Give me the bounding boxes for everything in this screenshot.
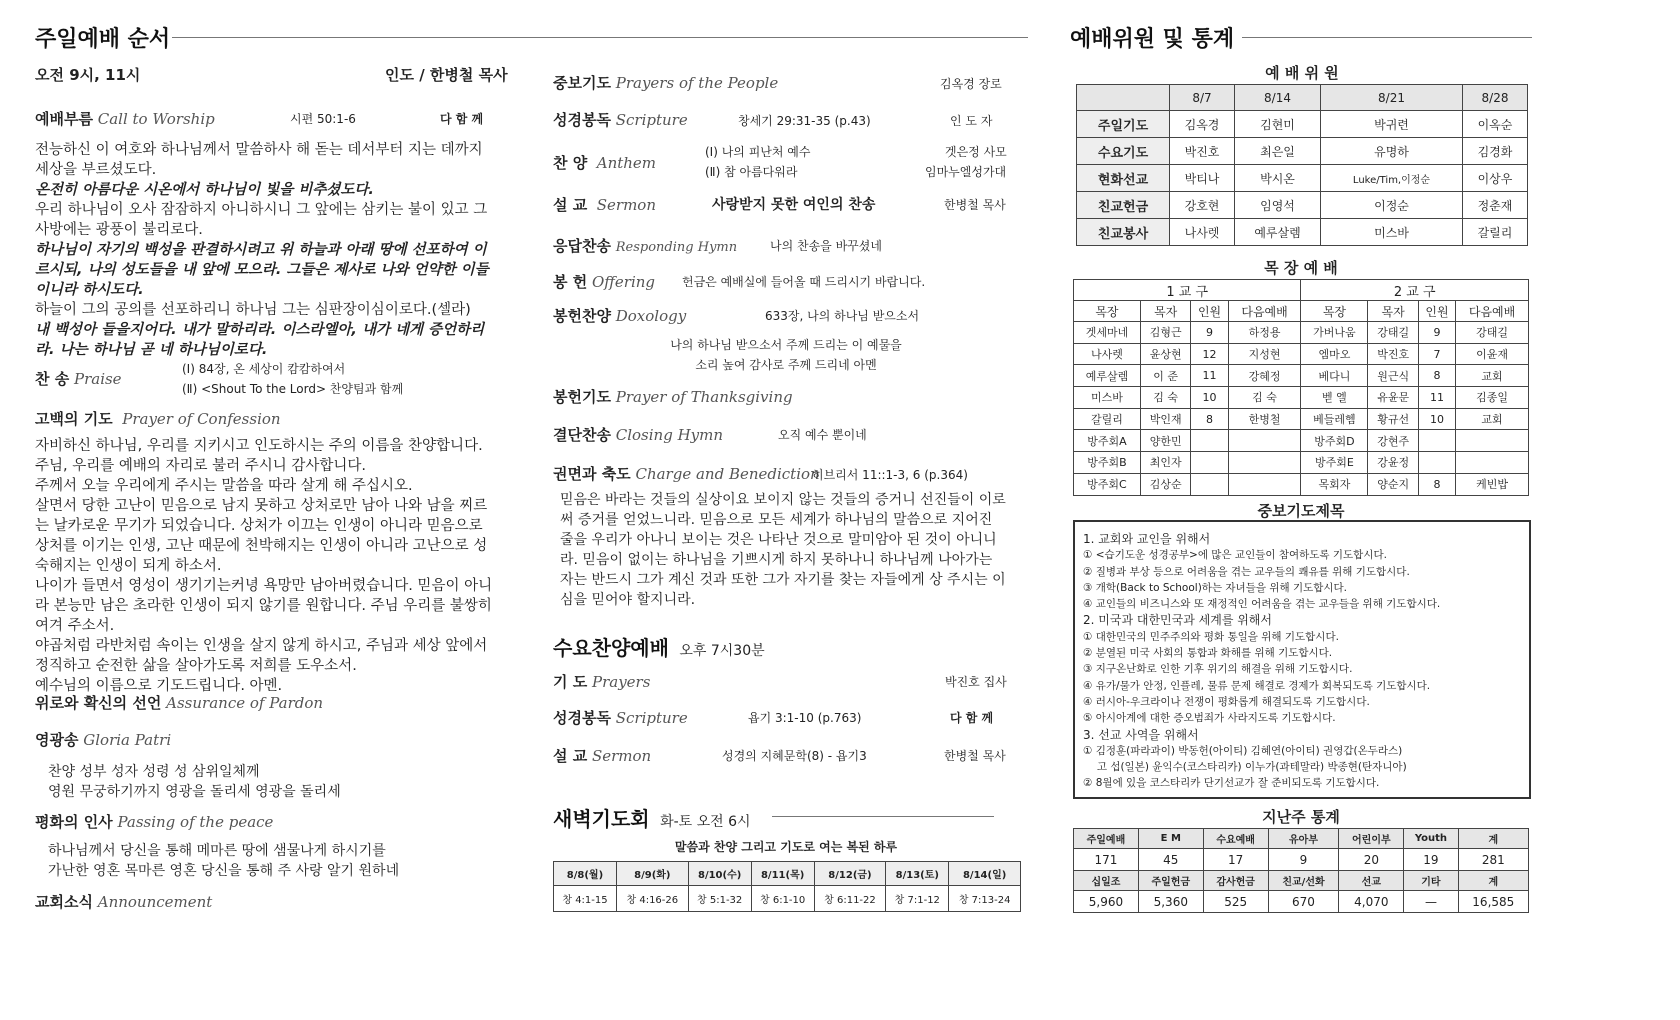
pastoral-header: 인원	[1418, 301, 1455, 322]
confession-line: 주님, 우리를 예배의 자리로 불러 주시니 감사합니다.	[35, 458, 367, 474]
pastoral-row	[1074, 343, 1529, 365]
offering: 봉 헌 Offering	[553, 273, 656, 291]
committee-cell: 김경화	[1462, 138, 1527, 165]
prayer-line: ③ 지구온난화로 인한 기후 위기의 해결을 위해 기도합시다.	[1083, 663, 1353, 676]
confession-line: 주께서 오늘 우리에게 주시는 말씀을 따라 살게 해 주십시오.	[35, 478, 413, 494]
assurance: 위로와 확신의 선언 Assurance of Pardon	[35, 694, 324, 712]
pastoral-cell: 베다니	[1301, 365, 1368, 387]
benediction-ref: 히브리서 11::1-3, 6 (p.364)	[812, 468, 968, 482]
prayer-line: 3. 선교 사역을 위해서	[1083, 727, 1199, 742]
sermon-title: 사랑받지 못한 여인의 찬송	[712, 197, 876, 213]
prayer-line: ③ 개학(Back to School)하는 자녀들을 위해 기도합시다.	[1083, 581, 1348, 594]
pastoral-cell: 7	[1418, 343, 1455, 365]
dawn-ref: 창 7:13-24	[949, 886, 1021, 912]
pastoral-header: 목장	[1074, 301, 1141, 322]
pastoral-cell: 하정용	[1228, 322, 1301, 344]
committee-cell: 이정순	[1321, 192, 1463, 219]
right-rule	[1242, 37, 1532, 38]
stats-value: 45	[1138, 849, 1203, 871]
stats-header: 수요예배	[1203, 829, 1268, 849]
pastoral-cell: 최인자	[1140, 452, 1191, 474]
dawn-ref: 창 5:1-32	[688, 886, 751, 912]
stats-header: 선교	[1339, 871, 1404, 891]
peace: 평화의 인사 Passing of the peace	[35, 813, 274, 831]
stats-header: E M	[1138, 829, 1203, 849]
wed-sermon-title: 성경의 지혜문학(8) - 욥기3	[722, 749, 867, 763]
pastoral-header: 다음예배	[1228, 301, 1301, 322]
pastoral-row	[1074, 322, 1529, 344]
stats-value: 525	[1203, 891, 1268, 913]
stats-value: 19	[1404, 849, 1458, 871]
wed-scripture: 성경봉독 Scripture	[553, 709, 688, 727]
gloria: 영광송 Gloria Patri	[35, 731, 172, 749]
committee-corner	[1077, 85, 1170, 111]
pastoral-cell: 가버나움	[1301, 322, 1368, 344]
committee-date: 8/7	[1170, 85, 1235, 111]
stats-value: 670	[1268, 891, 1339, 913]
stats-value: 171	[1074, 849, 1139, 871]
right-title: 예배위원 및 통계	[1070, 27, 1235, 52]
committee-cell: Luke/Tim,이정순	[1321, 165, 1463, 192]
confession-line: 야곱처럼 라반처럼 속이는 인생을 살지 않게 하시고, 주님과 세상 앞에서 정직하고 순전한 삶을 살아가도록 저희를 도우소서.	[35, 638, 488, 674]
pastoral-cell: 김상순	[1140, 473, 1191, 495]
group-1: 1 교 구	[1074, 280, 1301, 301]
wed-sermon: 설 교 Sermon	[553, 747, 652, 765]
confession: 고백의 기도 Prayer of Confession	[35, 410, 281, 428]
pastoral-cell: 겟세마네	[1074, 322, 1141, 344]
scripture-who: 인 도 자	[950, 114, 993, 128]
prayer-line: ④ 유가/물가 안정, 인플레, 물류 문제 해결로 경제가 회복되도록 기도합시다.	[1083, 679, 1431, 692]
anthem-w2: 임마누엘성가대	[925, 165, 1007, 179]
praise-1: (Ⅰ) 84장, 온 세상이 캄캄하여서	[182, 362, 346, 376]
committee-date: 8/28	[1462, 85, 1527, 111]
dawn-table	[553, 861, 1021, 912]
committee-cell: 김현미	[1235, 111, 1321, 138]
stats-value: 20	[1339, 849, 1404, 871]
stats-value: 5,960	[1074, 891, 1139, 913]
pastoral-row	[1074, 387, 1529, 409]
prayer-line: ⑤ 아시아계에 대한 증오범죄가 사라지도록 기도합시다.	[1083, 712, 1336, 725]
pastoral-cell	[1191, 430, 1228, 452]
dawn-day: 8/10(수)	[688, 862, 751, 886]
closing-hymn: 결단찬송 Closing Hymn	[553, 426, 724, 444]
pastoral-cell: 양순지	[1368, 473, 1419, 495]
stats-header: 어린이부	[1339, 829, 1404, 849]
wed-title: 수요찬양예배 오후 7시30분	[553, 636, 765, 660]
committee-cell: 이상우	[1462, 165, 1527, 192]
pastoral-cell: 방주회A	[1074, 430, 1141, 452]
dawn-day: 8/14(일)	[949, 862, 1021, 886]
pastoral-cell: 9	[1191, 322, 1228, 344]
committee-role: 주일기도	[1077, 111, 1170, 138]
pastoral-cell: 지성현	[1228, 343, 1301, 365]
prayer-topics-box	[1073, 520, 1531, 799]
dawn-ref: 창 4:1-15	[554, 886, 617, 912]
sermon-who: 한병철 목사	[944, 198, 1006, 212]
pastoral-header: 다음예배	[1456, 301, 1529, 322]
stats-header: 기타	[1404, 871, 1458, 891]
committee-cell: 이옥순	[1462, 111, 1527, 138]
committee-role: 친교봉사	[1077, 219, 1170, 246]
pastoral-cell: 강현주	[1368, 430, 1419, 452]
prayer-line: ④ 러시아-우크라이나 전쟁이 평화롭게 해결되도록 기도합시다.	[1083, 695, 1370, 708]
call-line: 하나님이 자기의 백성을 판결하시려고 위 하늘과 아래 땅에 선포하여 이르시되, 나의 성도들을 내 앞에 모으라. 그들은 제사로 나와 언약한 이들이니라 하시도다.	[35, 242, 489, 298]
pastoral-cell: 강태길	[1368, 322, 1419, 344]
committee-cell: 박귀련	[1321, 111, 1463, 138]
pastoral-cell: 박인재	[1140, 408, 1191, 430]
pastoral-cell: 목회자	[1301, 473, 1368, 495]
sunday-title: 주일예배 순서	[35, 27, 171, 52]
dawn-day: 8/11(목)	[751, 862, 814, 886]
dawn-ref: 창 6:1-10	[751, 886, 814, 912]
stats-value: 4,070	[1339, 891, 1404, 913]
committee-cell: 박티나	[1170, 165, 1235, 192]
scripture-ref: 창세기 29:31-35 (p.43)	[738, 114, 871, 128]
prayer-line: ④ 교인들의 비즈니스와 또 재정적인 어려움을 겪는 교우들을 위해 기도합시다.	[1083, 598, 1441, 611]
committee-cell: 박시온	[1235, 165, 1321, 192]
pastoral-cell: 벧 엘	[1301, 387, 1368, 409]
committee-row	[1077, 165, 1528, 192]
doxology: 봉헌찬양 Doxology	[553, 307, 687, 325]
stats-header: 유아부	[1268, 829, 1339, 849]
stats-header: 계	[1458, 829, 1528, 849]
committee-role: 친교헌금	[1077, 192, 1170, 219]
pastoral-cell: 이 준	[1140, 365, 1191, 387]
committee-cell: 최은일	[1235, 138, 1321, 165]
pastoral-row	[1074, 408, 1529, 430]
wed-scripture-who: 다 함 께	[950, 711, 994, 725]
pastoral-cell: 예루살렘	[1074, 365, 1141, 387]
dawn-day: 8/9(화)	[616, 862, 688, 886]
pastoral-cell	[1228, 452, 1301, 474]
call-ref: 시편 50:1-6	[290, 112, 356, 126]
response-text: 나의 찬송을 바꾸셨네	[770, 239, 882, 253]
committee-cell: 미스바	[1321, 219, 1463, 246]
pastoral-cell	[1456, 452, 1529, 474]
stats-value: 5,360	[1138, 891, 1203, 913]
dawn-ref: 창 7:1-12	[886, 886, 949, 912]
stats-value: 16,585	[1458, 891, 1528, 913]
anthem-w1: 겟은정 사모	[945, 145, 1007, 159]
pastoral-cell: 8	[1418, 473, 1455, 495]
title-rule	[172, 37, 1028, 38]
pastoral-cell: 갈릴리	[1074, 408, 1141, 430]
pastoral-cell: 방주회E	[1301, 452, 1368, 474]
pastoral-cell	[1456, 430, 1529, 452]
doxology-l1: 나의 하나님 받으소서 주께 드리는 이 예물을	[670, 338, 902, 352]
committee-role: 수요기도	[1077, 138, 1170, 165]
prayer-line: ② 분열된 미국 사회의 통합과 화해를 위해 기도합시다.	[1083, 647, 1333, 660]
pastoral-cell: 이윤재	[1456, 343, 1529, 365]
pastoral-cell: 황규선	[1368, 408, 1419, 430]
intercession-who: 김옥경 장로	[940, 77, 1002, 91]
stats-header: 계	[1458, 871, 1528, 891]
pastoral-cell: 11	[1418, 387, 1455, 409]
service-time: 오전 9시, 11시	[35, 66, 141, 84]
pastoral-cell	[1418, 452, 1455, 474]
dawn-ref: 창 4:16-26	[616, 886, 688, 912]
committee-title: 예 배 위 원	[1265, 64, 1339, 82]
pastoral-cell	[1191, 473, 1228, 495]
peace-1: 하나님께서 당신을 통해 메마른 땅에 샘물나게 하시기를	[48, 843, 386, 859]
wed-prayer: 기 도 Prayers	[553, 673, 651, 691]
gloria-2: 영원 무궁하기까지 영광을 돌리세 영광을 돌리세	[48, 784, 341, 800]
gloria-1: 찬양 성부 성자 성령 성 삼위일체께	[48, 764, 260, 780]
prayer-topics-title: 중보기도제목	[1257, 502, 1345, 520]
pastoral-cell: 12	[1191, 343, 1228, 365]
committee-role: 현화선교	[1077, 165, 1170, 192]
committee-date: 8/14	[1235, 85, 1321, 111]
pastoral-header: 목자	[1140, 301, 1191, 322]
pastoral-row	[1074, 365, 1529, 387]
dawn-rule	[772, 816, 994, 817]
dawn-ref: 창 6:11-22	[814, 886, 886, 912]
committee-cell: 임영석	[1235, 192, 1321, 219]
dawn-title: 새벽기도회 화-토 오전 6시	[553, 807, 751, 831]
stats-header: 친교/선화	[1268, 871, 1339, 891]
pastoral-cell: 강윤정	[1368, 452, 1419, 474]
pastoral-cell: 10	[1191, 387, 1228, 409]
pastoral-cell: 베들레헴	[1301, 408, 1368, 430]
stats-value: 9	[1268, 849, 1339, 871]
pastoral-row	[1074, 473, 1529, 495]
committee-cell: 나사렛	[1170, 219, 1235, 246]
confession-line: 자비하신 하나님, 우리를 지키시고 인도하시는 주의 이름을 찬양합니다.	[35, 438, 483, 454]
pastoral-cell: 유윤문	[1368, 387, 1419, 409]
intercession: 중보기도 Prayers of the People	[553, 74, 779, 92]
pastoral-cell: 11	[1191, 365, 1228, 387]
pastoral-cell: 원근식	[1368, 365, 1419, 387]
call-line: 우리 하나님이 오사 잠잠하지 아니하시니 그 앞에는 삼키는 불이 있고 그 사방에는 광풍이 불리로다.	[35, 202, 488, 238]
pastoral-cell: 방주회B	[1074, 452, 1141, 474]
pastoral-cell: 나사렛	[1074, 343, 1141, 365]
call-line: 온전히 아름다운 시온에서 하나님이 빛을 비추셨도다.	[35, 182, 374, 198]
committee-row	[1077, 192, 1528, 219]
wed-sermon-who: 한병철 목사	[944, 749, 1006, 763]
stats-header: 감사헌금	[1203, 871, 1268, 891]
pastoral-cell: 미스바	[1074, 387, 1141, 409]
pastoral-cell: 엠마오	[1301, 343, 1368, 365]
sermon: 설 교 Sermon	[553, 196, 656, 214]
stats-header: 주일헌금	[1138, 871, 1203, 891]
pastoral-cell: 교회	[1456, 365, 1529, 387]
pastoral-cell: 김 숙	[1228, 387, 1301, 409]
service-leader: 인도 / 한병철 목사	[385, 66, 508, 84]
pastoral-cell: 박진호	[1368, 343, 1419, 365]
call-to-worship: 예배부름 Call to Worship	[35, 110, 215, 128]
prayer-line: ① <습기도운 성경공부>에 많은 교인들이 참여하도록 기도합시다.	[1083, 549, 1387, 562]
pastoral-cell: 한병철	[1228, 408, 1301, 430]
prayer-line: ① 김정훈(파라과이) 박동헌(아이티) 김혜연(아이티) 권영갑(온두라스)	[1083, 744, 1403, 757]
stats-header: Youth	[1404, 829, 1458, 849]
closing-text: 오직 예수 뿐이네	[778, 428, 867, 442]
confession-line: 나이가 들면서 영성이 생기기는커녕 욕망만 남아버렸습니다. 믿음이 아니라 본능만 남은 초라한 인생이 되지 않기를 원합니다. 주님 우리를 불쌍히 여겨 주소서.	[35, 578, 493, 634]
pastoral-row	[1074, 452, 1529, 474]
pastoral-cell: 김형근	[1140, 322, 1191, 344]
praise: 찬 송 Praise	[35, 370, 122, 388]
pastoral-cell: 8	[1191, 408, 1228, 430]
prayer-line: ① 대한민국의 민주주의와 평화 통일을 위해 기도합시다.	[1083, 630, 1339, 643]
pastoral-cell	[1228, 473, 1301, 495]
committee-cell: 유명하	[1321, 138, 1463, 165]
prayer-line: 고 섭(일본) 윤익수(코스타리카) 이누가(과테말라) 박종현(탄자니아)	[1083, 761, 1407, 774]
stats-header: 주일예배	[1074, 829, 1139, 849]
stats-value: 17	[1203, 849, 1268, 871]
confession-line: 살면서 당한 고난이 믿음으로 남지 못하고 상처로만 남아 나와 남을 찌르는 날카로운 무기가 되었습니다. 상처가 이끄는 인생이 아니라 믿음으로 상처를 이기는 인생, 고난 때문에 천박해지는 인생이 아니라 고난으로 성숙해지는 인생이 되게 하소서.	[35, 498, 488, 574]
dawn-day: 8/12(금)	[814, 862, 886, 886]
responding-hymn: 응답찬송 Responding Hymn	[553, 237, 738, 255]
prayer-line: 1. 교회와 교인을 위해서	[1083, 532, 1211, 546]
committee-row	[1077, 219, 1528, 246]
call-who: 다 함 께	[440, 112, 484, 126]
pastoral-header: 목장	[1301, 301, 1368, 322]
pastoral-cell	[1191, 452, 1228, 474]
pastoral-cell: 교회	[1456, 408, 1529, 430]
committee-cell: 강호현	[1170, 192, 1235, 219]
call-line: 내 백성아 들을지어다. 내가 말하리라. 이스라엘아, 내가 네게 증언하리라. 나는 하나님 곧 네 하나님이로다.	[35, 322, 485, 358]
praise-2: (Ⅱ) <Shout To the Lord> 찬양팀과 함께	[182, 382, 404, 396]
committee-cell: 정춘재	[1462, 192, 1527, 219]
confession-text	[35, 436, 500, 696]
pastoral-cell: 8	[1418, 365, 1455, 387]
committee-cell: 박진호	[1170, 138, 1235, 165]
offering-text: 헌금은 예배실에 들어올 때 드리시기 바랍니다.	[682, 275, 926, 289]
prayer-line: ② 질병과 부상 등으로 어려움을 겪는 교우들의 쾌유를 위해 기도합시다.	[1083, 565, 1410, 578]
dawn-day: 8/13(토)	[886, 862, 949, 886]
pastoral-table	[1073, 279, 1529, 496]
pastoral-cell: 케빈밥	[1456, 473, 1529, 495]
anthem: 찬 양 Anthem	[553, 154, 657, 172]
announcement: 교회소식 Announcement	[35, 893, 213, 911]
confession-line: 예수님의 이름으로 기도드립니다. 아멘.	[35, 678, 283, 694]
pastoral-cell	[1228, 430, 1301, 452]
pastoral-cell: 10	[1418, 408, 1455, 430]
call-line: 하늘이 그의 공의를 선포하리니 하나님 그는 심판장이심이로다.(셀라)	[35, 302, 471, 318]
pastoral-header: 목자	[1368, 301, 1419, 322]
wed-prayer-who: 박진호 집사	[945, 675, 1007, 689]
pastoral-cell: 9	[1418, 322, 1455, 344]
committee-date: 8/21	[1321, 85, 1463, 111]
pastoral-cell: 김종일	[1456, 387, 1529, 409]
group-2: 2 교 구	[1301, 280, 1529, 301]
benediction-text: 믿음은 바라는 것들의 실상이요 보이지 않는 것들의 증거니 선진들이 이로써 증거를 얻었느니라. 믿음으로 모든 세계가 하나님의 말씀으로 지어진 줄을 우리가 아나니 보이는 것은 나타난 것으로 말미암아 된 것이 아니니라. 믿음이 없이는 하나님을 기쁘시게 하지 못하나니 하나님께 나아가는 자는 반드시 그가 계신 것과 또한 그가 자기를 찾는 자들에게 상 주시는 이심을 믿어야 할지니라.	[560, 492, 1006, 608]
committee-row	[1077, 138, 1528, 165]
pastoral-cell: 윤상현	[1140, 343, 1191, 365]
stats-table	[1073, 828, 1529, 913]
committee-cell: 갈릴리	[1462, 219, 1527, 246]
thanksgiving: 봉헌기도 Prayer of Thanksgiving	[553, 388, 793, 406]
benediction: 권면과 축도 Charge and Benediction	[553, 465, 820, 483]
call-text	[35, 140, 500, 360]
pastoral-cell: 방주회D	[1301, 430, 1368, 452]
peace-2: 가난한 영혼 목마른 영혼 당신을 통해 주 사랑 알기 원하네	[48, 863, 400, 879]
wed-scripture-ref: 욥기 3:1-10 (p.763)	[748, 711, 862, 725]
stats-header: 십일조	[1074, 871, 1139, 891]
pastoral-cell: 김 숙	[1140, 387, 1191, 409]
stats-value: 281	[1458, 849, 1528, 871]
committee-row	[1077, 111, 1528, 138]
pastoral-row	[1074, 430, 1529, 452]
scripture: 성경봉독 Scripture	[553, 111, 688, 129]
doxology-text: 633장, 나의 하나님 받으소서	[765, 309, 920, 323]
anthem-2: (Ⅱ) 참 아름다워라	[705, 165, 798, 179]
prayer-line: ② 8월에 있을 코스타리카 단기선교가 잘 준비되도록 기도합시다.	[1083, 777, 1380, 790]
committee-cell: 예루살렘	[1235, 219, 1321, 246]
dawn-day: 8/8(월)	[554, 862, 617, 886]
anthem-1: (Ⅰ) 나의 피난처 예수	[705, 145, 811, 159]
pastoral-cell: 강태길	[1456, 322, 1529, 344]
pastoral-title: 목 장 예 배	[1264, 259, 1338, 277]
pastoral-header: 인원	[1191, 301, 1228, 322]
committee-cell: 김옥경	[1170, 111, 1235, 138]
pastoral-cell: 양한민	[1140, 430, 1191, 452]
pastoral-cell: 방주회C	[1074, 473, 1141, 495]
doxology-l2: 소리 높여 감사로 주께 드리네 아멘	[695, 358, 877, 372]
committee-table	[1076, 84, 1528, 246]
dawn-subtitle: 말씀과 찬양 그리고 기도로 여는 복된 하루	[674, 840, 898, 854]
prayer-line: 2. 미국과 대한민국과 세계를 위해서	[1083, 613, 1272, 628]
stats-value: —	[1404, 891, 1458, 913]
stats-title: 지난주 통계	[1262, 808, 1340, 826]
pastoral-cell	[1418, 430, 1455, 452]
call-line: 전능하신 이 여호와 하나님께서 말씀하사 해 돋는 데서부터 지는 데까지 세상을 부르셨도다.	[35, 142, 483, 178]
pastoral-cell: 강혜정	[1228, 365, 1301, 387]
